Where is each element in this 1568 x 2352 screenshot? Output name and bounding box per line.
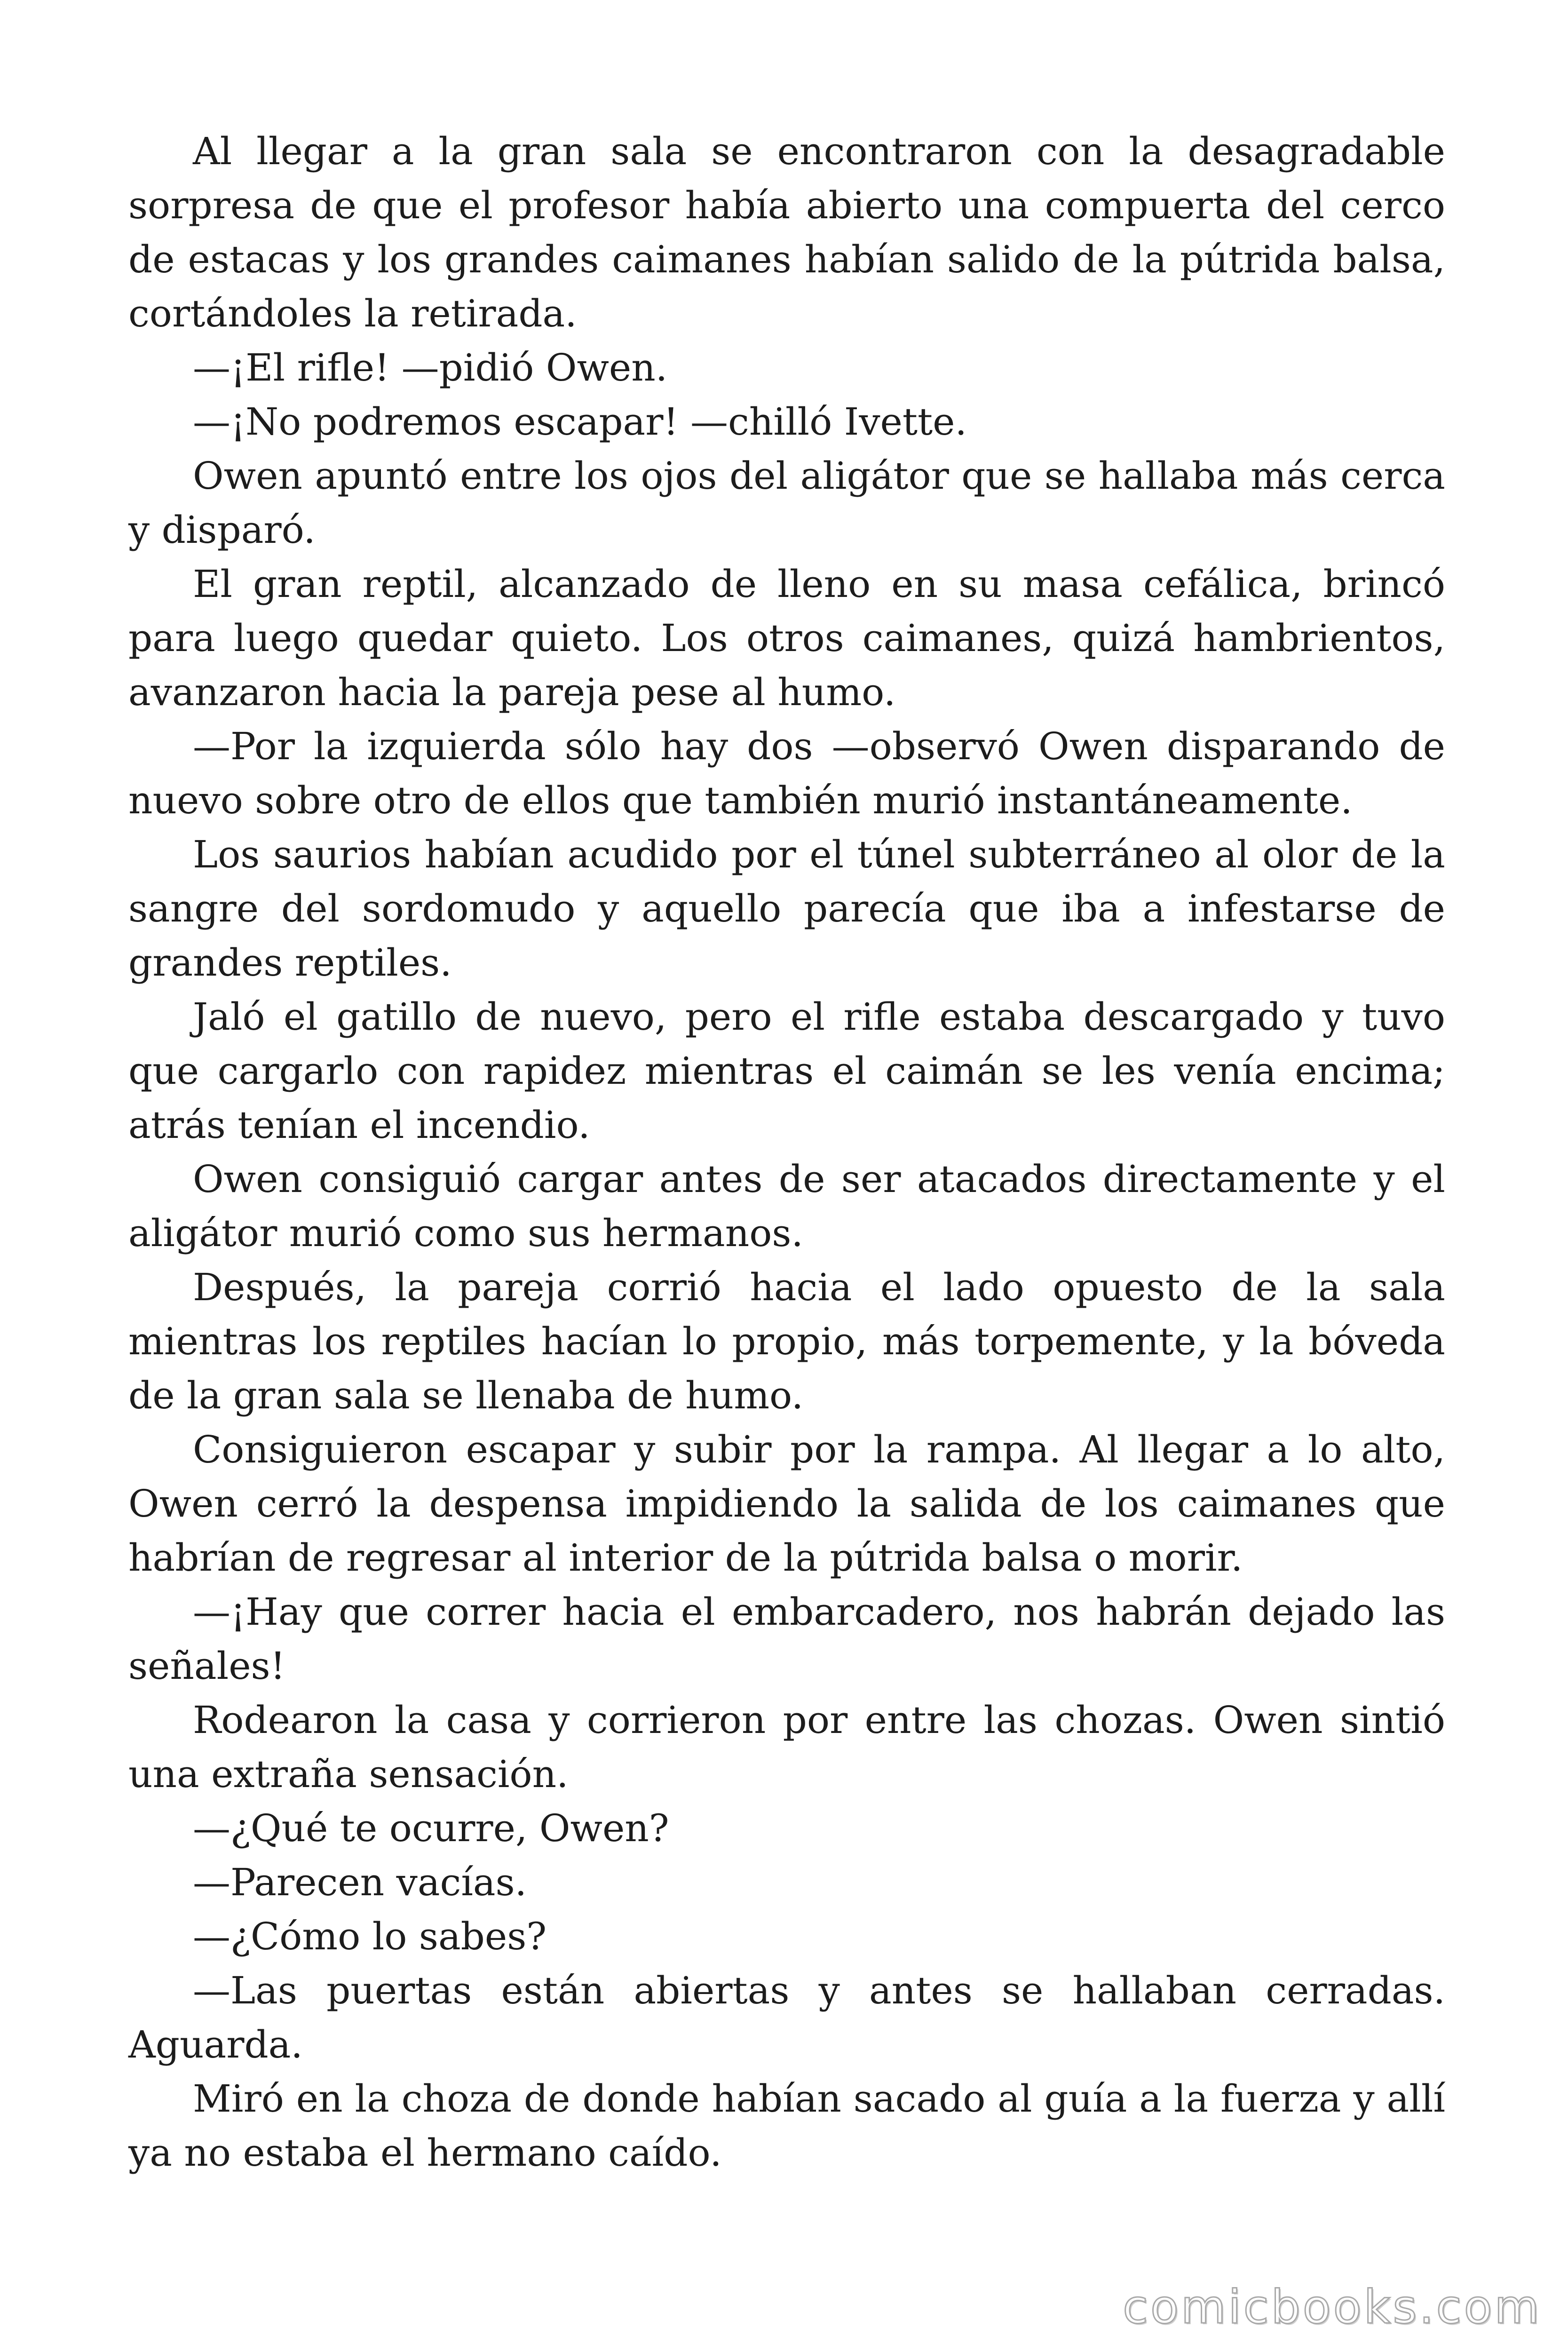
paragraph: Al llegar a la gran sala se encontraron con la desagradable sorpresa de que el profesor había abierto una compuerta del cerco de estacas y los grandes caimanes habían salido de la pútrida balsa, cortándoles la retirada.	[128, 129, 1445, 335]
paragraph: Owen consiguió cargar antes de ser atacados directamente y el aligátor murió como sus hermanos.	[128, 1157, 1445, 1255]
paragraph: —Las puertas están abiertas y antes se hallaban cerradas. Aguarda.	[128, 1969, 1445, 2066]
paragraph: —Parecen vacías.	[193, 1860, 527, 1904]
paragraph: —¡No podremos escapar! —chilló Ivette.	[193, 400, 967, 444]
book-page-text	[128, 124, 1445, 2180]
paragraph: —¿Cómo lo sabes?	[193, 1915, 547, 1958]
watermark: comicbooks.com	[1123, 2280, 1542, 2334]
paragraph: Consiguieron escapar y subir por la rampa. Al llegar a lo alto, Owen cerró la despensa impidiendo la salida de los caimanes que habrían de regresar al interior de la pútrida balsa o morir.	[128, 1428, 1445, 1580]
paragraph: Jaló el gatillo de nuevo, pero el rifle estaba descargado y tuvo que cargarlo con rapidez mientras el caimán se les venía encima; atrás tenían el incendio.	[128, 995, 1445, 1147]
paragraph: —¡El rifle! —pidió Owen.	[193, 346, 668, 389]
paragraph: —¿Qué te ocurre, Owen?	[193, 1806, 669, 1850]
paragraph: Después, la pareja corrió hacia el lado opuesto de la sala mientras los reptiles hacían lo propio, más torpemente, y la bóveda de la gran sala se llenaba de humo.	[128, 1265, 1445, 1417]
paragraph: Owen apuntó entre los ojos del aligátor que se hallaba más cerca y disparó.	[128, 454, 1445, 552]
paragraph: Rodearon la casa y corrieron por entre las chozas. Owen sintió una extraña sensación.	[128, 1698, 1445, 1796]
paragraph: —Por la izquierda sólo hay dos —observó Owen disparando de nuevo sobre otro de ellos que también murió instantáneamente.	[128, 724, 1445, 822]
paragraph: —¡Hay que correr hacia el embarcadero, nos habrán dejado las señales!	[128, 1590, 1445, 1688]
paragraph: Miró en la choza de donde habían sacado al guía a la fuerza y allí ya no estaba el hermano caído.	[128, 2077, 1445, 2175]
paragraph: El gran reptil, alcanzado de lleno en su masa cefálica, brincó para luego quedar quieto. Los otros caimanes, quizá hambrientos, avanzaron hacia la pareja pese al humo.	[128, 562, 1445, 714]
paragraph: Los saurios habían acudido por el túnel subterráneo al olor de la sangre del sordomudo y aquello parecía que iba a infestarse de grandes reptiles.	[128, 833, 1445, 985]
